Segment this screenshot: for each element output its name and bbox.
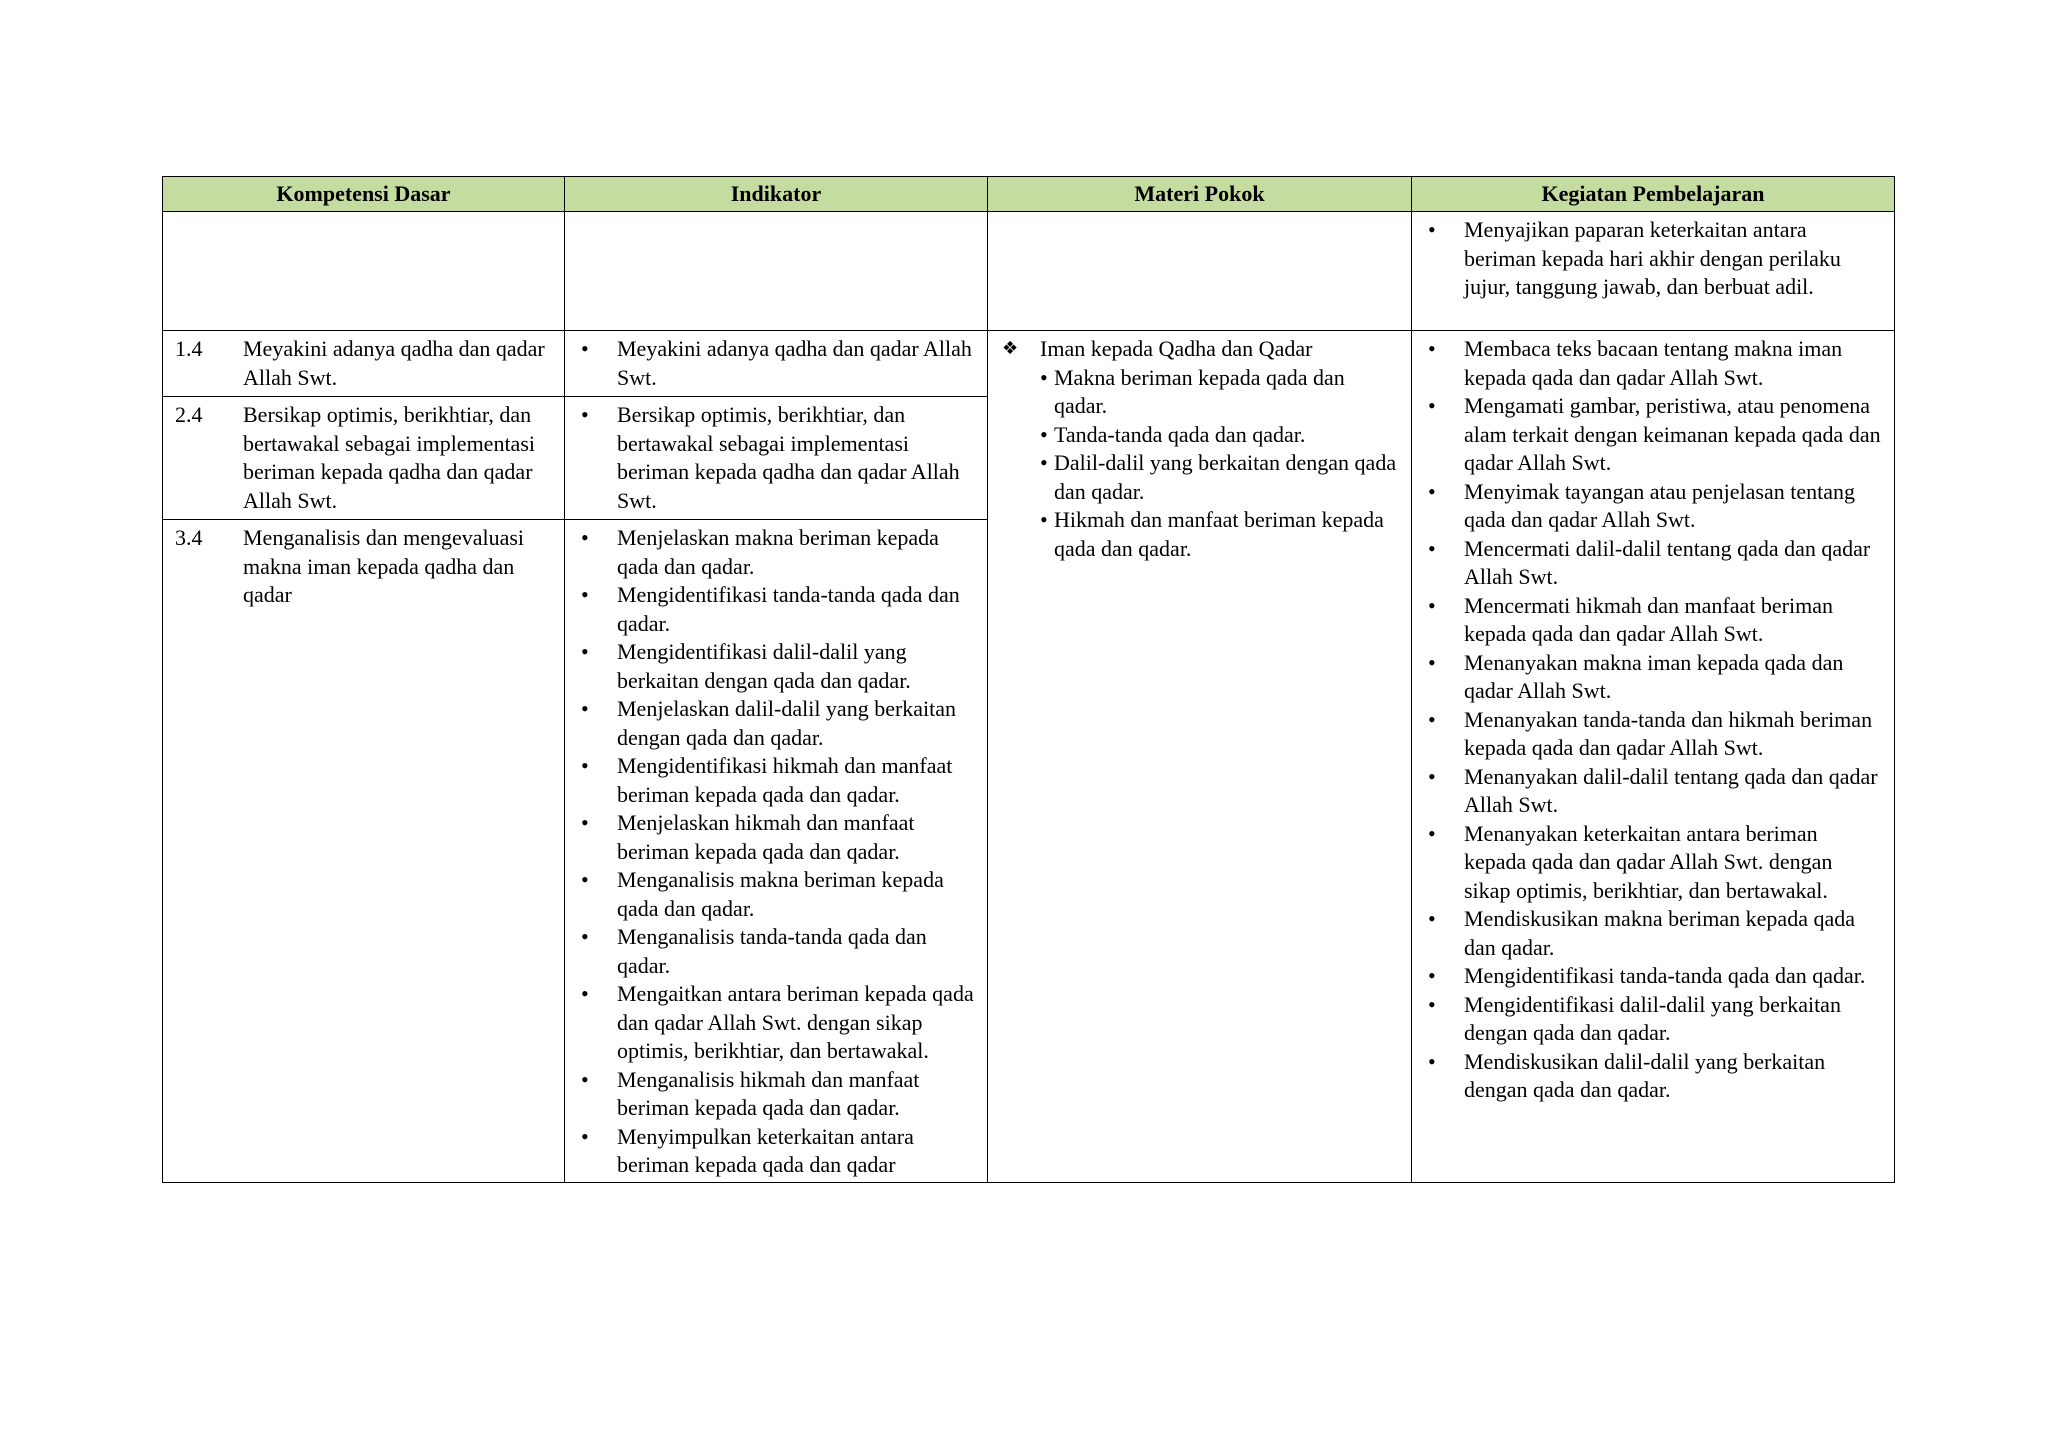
cell-kegiatan-continued: [1412, 212, 1895, 331]
cell-empty: [565, 212, 988, 331]
list-item: • Dalil-dalil yang berkaitan dengan qada dan qadar.: [1000, 449, 1401, 506]
list-item: • Menyimak tayangan atau penjelasan tentang qada dan qadar Allah Swt.: [1424, 478, 1884, 535]
cell-empty: [163, 212, 565, 331]
list-item: • Menganalisis tanda-tanda qada dan qadar.: [577, 923, 977, 980]
list-item: • Hikmah dan manfaat beriman kepada qada dan qadar.: [1000, 506, 1401, 563]
list-item: • Mencermati dalil-dalil tentang qada dan qadar Allah Swt.: [1424, 535, 1884, 592]
cell-empty: [988, 212, 1412, 331]
list-item: • Menanyakan dalil-dalil tentang qada dan qadar Allah Swt.: [1424, 763, 1884, 820]
list-item: • Bersikap optimis, berikhtiar, dan bertawakal sebagai implementasi beriman kepada qadha dan qadar Allah Swt.: [577, 401, 977, 515]
list-item: • Membaca teks bacaan tentang makna iman kepada qada dan qadar Allah Swt.: [1424, 335, 1884, 392]
materi-list: [1000, 364, 1401, 564]
kd-number: 2.4: [175, 402, 203, 427]
table-row-kd-1-4: [163, 331, 1895, 397]
list-item: • Menganalisis makna beriman kepada qada dan qadar.: [577, 866, 977, 923]
list-item: • Mengidentifikasi tanda-tanda qada dan qadar.: [1424, 962, 1884, 991]
kd-number: 3.4: [175, 525, 203, 550]
list-item: • Menanyakan tanda-tanda dan hikmah beriman kepada qada dan qadar Allah Swt.: [1424, 706, 1884, 763]
header-kompetensi-dasar: Kompetensi Dasar: [163, 177, 565, 212]
cell-kegiatan: [1412, 331, 1895, 1183]
syllabus-table: [162, 176, 1895, 1183]
cell-kd-2-4: [163, 397, 565, 520]
header-indikator: Indikator: [565, 177, 988, 212]
materi-heading: Iman kepada Qadha dan Qadar: [1040, 336, 1313, 361]
kegiatan-list: [1424, 335, 1884, 1105]
cell-indikator-2-4: [565, 397, 988, 520]
cell-kd-3-4: [163, 520, 565, 1183]
list-item: • Menanyakan keterkaitan antara beriman kepada qada dan qadar Allah Swt. dengan sikap optimis, berikhtiar, dan bertawakal.: [1424, 820, 1884, 906]
list-item: • Meyakini adanya qadha dan qadar Allah Swt.: [577, 335, 977, 392]
list-item: • Mencermati hikmah dan manfaat beriman kepada qada dan qadar Allah Swt.: [1424, 592, 1884, 649]
list-item: • Menjelaskan hikmah dan manfaat beriman kepada qada dan qadar.: [577, 809, 977, 866]
list-item: • Menganalisis hikmah dan manfaat beriman kepada qada dan qadar.: [577, 1066, 977, 1123]
list-item: • Mengidentifikasi tanda-tanda qada dan qadar.: [577, 581, 977, 638]
list-item: • Mendiskusikan dalil-dalil yang berkaitan dengan qada dan qadar.: [1424, 1048, 1884, 1105]
list-item: • Mengidentifikasi dalil-dalil yang berkaitan dengan qada dan qadar.: [577, 638, 977, 695]
kegiatan-continued-list: [1424, 216, 1884, 302]
list-item: • Mengidentifikasi dalil-dalil yang berkaitan dengan qada dan qadar.: [1424, 991, 1884, 1048]
list-item: • Menjelaskan makna beriman kepada qada dan qadar.: [577, 524, 977, 581]
list-item: • Menjelaskan dalil-dalil yang berkaitan dengan qada dan qadar.: [577, 695, 977, 752]
indikator-list: [577, 524, 977, 1180]
cell-kd-1-4: [163, 331, 565, 397]
list-item: • Mengamati gambar, peristiwa, atau penomena alam terkait dengan keimanan kepada qada dan qadar Allah Swt.: [1424, 392, 1884, 478]
kd-text: Menganalisis dan mengevaluasi makna iman kepada qadha dan qadar: [243, 525, 525, 607]
kd-number: 1.4: [175, 336, 203, 361]
list-item: • Menyajikan paparan keterkaitan antara beriman kepada hari akhir dengan perilaku jujur, tanggung jawab, dan berbuat adil.: [1424, 216, 1884, 302]
header-kegiatan-pembelajaran: Kegiatan Pembelajaran: [1412, 177, 1895, 212]
cell-materi-pokok: [988, 331, 1412, 1183]
list-item: • Makna beriman kepada qada dan qadar.: [1000, 364, 1401, 421]
list-item: • Tanda-tanda qada dan qadar.: [1000, 421, 1401, 450]
list-item: • Menyimpulkan keterkaitan antara beriman kepada qada dan qadar: [577, 1123, 977, 1180]
list-item: • Mendiskusikan makna beriman kepada qada dan qadar.: [1424, 905, 1884, 962]
cell-indikator-1-4: [565, 331, 988, 397]
diamond-bullet-icon: ❖: [1002, 338, 1019, 359]
list-item: • Mengaitkan antara beriman kepada qada dan qadar Allah Swt. dengan sikap optimis, berikhtiar, dan bertawakal.: [577, 980, 977, 1066]
list-item: • Menanyakan makna iman kepada qada dan qadar Allah Swt.: [1424, 649, 1884, 706]
table-header-row: [163, 177, 1895, 212]
kd-text: Meyakini adanya qadha dan qadar Allah Swt.: [243, 336, 545, 390]
cell-indikator-3-4: [565, 520, 988, 1183]
document-page: [162, 176, 1894, 1183]
table-row-continued: [163, 212, 1895, 331]
kd-text: Bersikap optimis, berikhtiar, dan bertawakal sebagai implementasi beriman kepada qadha dan qadar Allah Swt.: [243, 402, 535, 513]
header-materi-pokok: Materi Pokok: [988, 177, 1412, 212]
list-item: • Mengidentifikasi hikmah dan manfaat beriman kepada qada dan qadar.: [577, 752, 977, 809]
